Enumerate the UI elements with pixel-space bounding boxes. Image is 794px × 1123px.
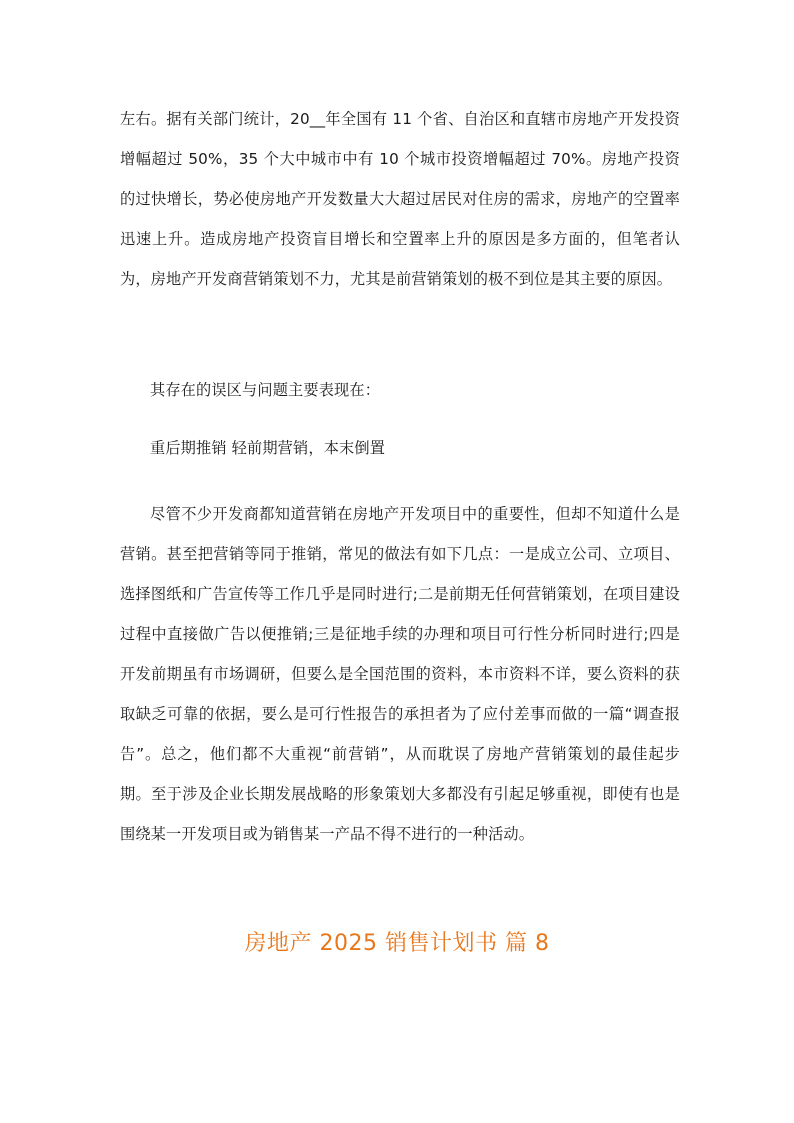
paragraph-statistics: 左右。据有关部门统计，20__年全国有 11 个省、自治区和直辖市房地产开发投资增幅超过 50%，35 个大中城市中有 10 个城市投资增幅超过 70%。房地产投资的过快增长，势必使房地产开发数量大大超过居民对住房的需求，房地产的空置率迅速上升。造成房地产投资盲目增长和空置率上升的原因是多方面的，但笔者认为，房地产开发商营销策划不力，尤其是前营销策划的极不到位是其主要的原因。 [120, 110, 680, 288]
paragraph-problems-intro: 其存在的误区与问题主要表现在： [150, 381, 381, 399]
paragraph-subheading: 重后期推销 轻前期营销，本末倒置 [150, 439, 386, 457]
section-heading: 房地产 2025 销售计划书 篇 8 [244, 931, 550, 956]
paragraph-marketing-misconceptions: 尽管不少开发商都知道营销在房地产开发项目中的重要性，但却不知道什么是营销。甚至把营销等同于推销，常见的做法有如下几点：一是成立公司、立项目、选择图纸和广告宣传等工作几乎是同时进行;二是前期无任何营销策划，在项目建设过程中直接做广告以便推销;三是征地手续的办理和项目可行性分析同时进行;四是开发前期虽有市场调研，但要么是全国范围的资料，本市资料不详，要么资料的获取缺乏可靠的依据，要么是可行性报告的承担者为了应付差事而做的一篇“调查报告”。总之，他们都不大重视“前营销”，从而耽误了房地产营销策划的最佳起步期。至于涉及企业长期发展战略的形象策划大多都没有引起足够重视，即使有也是围绕某一开发项目或为销售某一产品不得不进行的一种活动。 [120, 505, 680, 843]
